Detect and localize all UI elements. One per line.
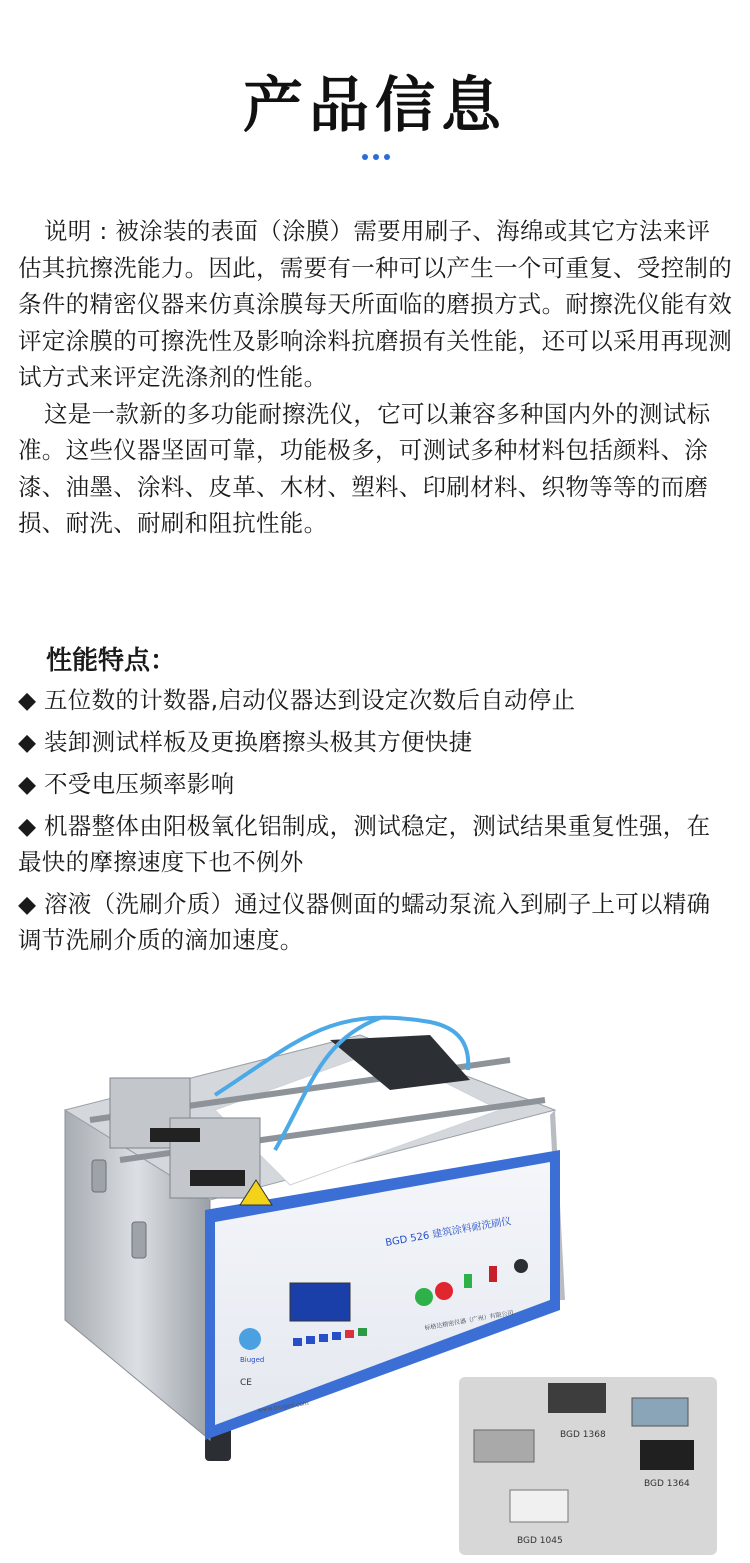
- feature-item: [18, 886, 734, 958]
- accessory-sponge: [632, 1398, 688, 1426]
- features-title: 性能特点：: [46, 646, 177, 676]
- brand-logo: [239, 1328, 261, 1350]
- scrub-tester-illustration: [0, 1000, 750, 1559]
- feature-list: [18, 682, 734, 964]
- accessory-label: BGD 1368: [560, 1430, 606, 1440]
- feature-text: 不受电压频率影响: [44, 770, 235, 798]
- accessory-holder: [474, 1430, 534, 1462]
- feature-item: [18, 766, 734, 802]
- diamond-bullet-icon: ◆: [18, 728, 37, 756]
- accessory-pad: [510, 1490, 568, 1522]
- machine-model-label: BGD 526 建筑涂料耐洗刷仪: [384, 1215, 513, 1249]
- brand-label: Biuged: [240, 1356, 265, 1364]
- description-paragraph: 这是一款新的多功能耐擦洗仪，它可以兼容多种国内外的测试标准。这些仪器坚固可靠，功能极多，可测试多种材料包括颜料、涂漆、油墨、涂料、皮革、木材、塑料、印刷材料、织物等等的而磨损、耐洗、耐刷和阻抗性能。: [18, 399, 711, 537]
- product-image: [0, 1000, 750, 1559]
- ce-mark: CE: [240, 1378, 252, 1388]
- lcd-display: [290, 1283, 350, 1321]
- feature-text: 装卸测试样板及更换磨擦头极其方便快捷: [44, 728, 473, 756]
- start-button-icon: [415, 1288, 433, 1306]
- feature-item: [18, 724, 734, 760]
- stop-button-icon: [435, 1282, 453, 1300]
- accessory-label: BGD 1364: [644, 1479, 690, 1489]
- description-paragraph: 说明 : 被涂装的表面（涂膜）需要用刷子、海绵或其它方法来评估其抗擦洗能力。因此，需要有一种可以产生一个可重复、受控制的条件的精密仪器来仿真涂膜每天所面临的磨损方式。耐擦洗仪能有效评定涂膜的可擦洗性及影响涂料抗磨损有关性能，还可以采用再现测试方式来评定洗涤剂的性能。: [18, 217, 732, 391]
- diamond-bullet-icon: ◆: [18, 686, 37, 714]
- page-title: 产品信息: [243, 71, 507, 141]
- feature-text: 五位数的计数器,启动仪器达到设定次数后自动停止: [44, 686, 576, 714]
- maker-label: 标格达精密仪器（广州）有限公司: [424, 1309, 514, 1332]
- feature-text: 机器整体由阳极氧化铝制成，测试稳定，测试结果重复性强，在最快的摩擦速度下也不例外: [18, 812, 711, 876]
- diamond-bullet-icon: ◆: [18, 890, 37, 918]
- accessory-brush: [548, 1383, 606, 1413]
- website-label: www.biuged.com: [257, 1399, 310, 1414]
- feature-item: [18, 808, 734, 880]
- diamond-bullet-icon: ◆: [18, 812, 37, 840]
- accessory-brush: [640, 1440, 694, 1470]
- accessory-label: BGD 1045: [517, 1536, 563, 1546]
- feature-text: 溶液（洗刷介质）通过仪器侧面的蠕动泵流入到刷子上可以精确调节洗刷介质的滴加速度。: [18, 890, 711, 954]
- diamond-bullet-icon: ◆: [18, 770, 37, 798]
- description: [18, 213, 734, 542]
- feature-item: [18, 682, 734, 718]
